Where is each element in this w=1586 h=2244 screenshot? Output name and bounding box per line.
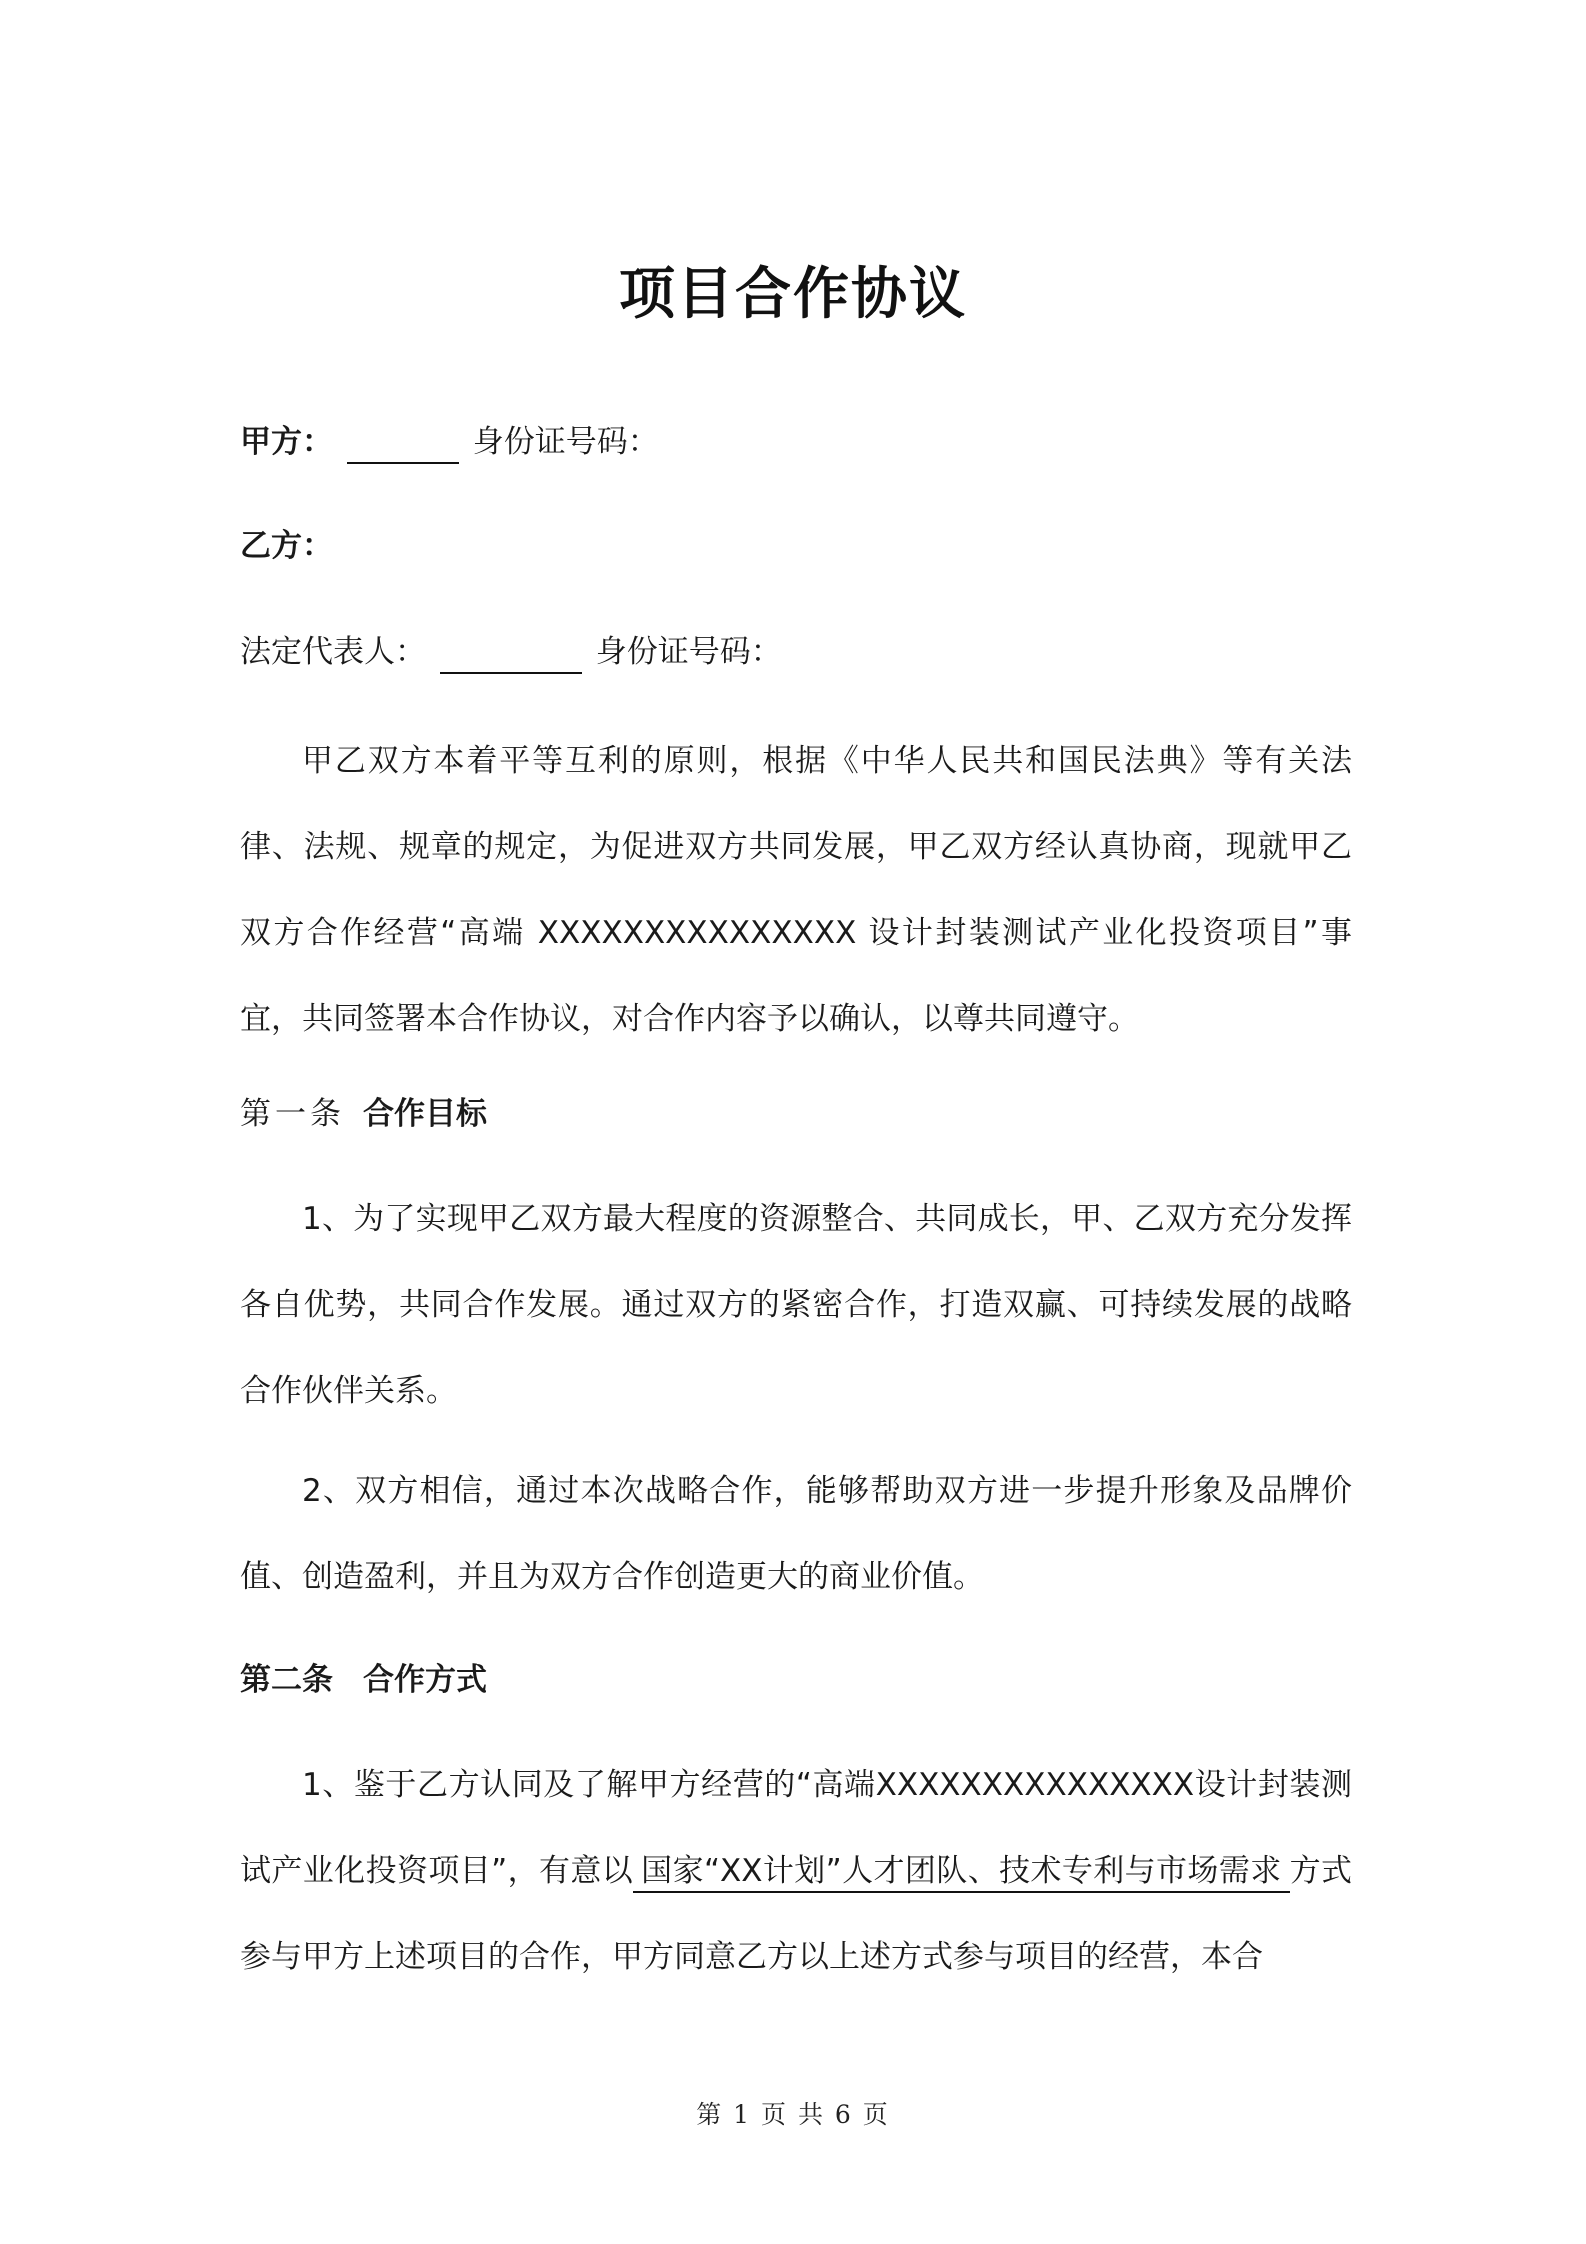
document-title: 项目合作协议 bbox=[619, 262, 967, 327]
party-b-label: 乙方： bbox=[240, 528, 333, 564]
article-2-clause-1-continuation: 方式参与甲方上述项目的合作，甲方同意乙方以上述方式参与项目的经营，本合 bbox=[240, 1853, 1353, 1975]
party-a-id-label: 身份证号码： bbox=[472, 424, 659, 460]
party-b-line bbox=[240, 524, 333, 568]
legal-rep-line bbox=[240, 630, 782, 674]
article-2-clause-1 bbox=[240, 1742, 1352, 2000]
party-a-name-blank bbox=[347, 426, 459, 464]
article-1-clause-2: 2、双方相信，通过本次战略合作，能够帮助双方进一步提升形象及品牌价值、创造盈利，并且为双方合作创造更大的商业价值。 bbox=[240, 1473, 1352, 1595]
legal-rep-label: 法定代表人： bbox=[240, 634, 426, 670]
article-1-number: 第一条 bbox=[240, 1096, 345, 1132]
article-2-clause-1-underlined: 国家“XX计划”人才团队、技术专利与市场需求 bbox=[633, 1853, 1289, 1893]
article-2-heading bbox=[240, 1658, 487, 1702]
preamble-paragraph: 甲乙双方本着平等互利的原则，根据《中华人民共和国民法典》等有关法律、法规、规章的规定，为促进双方共同发展，甲乙双方经认真协商，现就甲乙双方合作经营“高端 XXXXXXXXXXXXXXX 设计封装测试产业化投资项目”事宜，共同签署本合作协议，对合作内容予以确认，以尊共同遵守。 bbox=[240, 743, 1352, 1037]
party-a-line bbox=[240, 420, 659, 464]
article-1-title: 合作目标 bbox=[363, 1096, 487, 1132]
party-a-label: 甲方： bbox=[240, 424, 333, 460]
legal-rep-id-label: 身份证号码： bbox=[595, 634, 782, 670]
legal-rep-name-blank bbox=[440, 636, 582, 674]
article-1-clause-1: 1、为了实现甲乙双方最大程度的资源整合、共同成长，甲、乙双方充分发挥各自优势，共同合作发展。通过双方的紧密合作，打造双赢、可持续发展的战略合作伙伴关系。 bbox=[240, 1201, 1352, 1409]
article-2-title: 合作方式 bbox=[363, 1662, 487, 1698]
page-footer: 第 1 页 共 6 页 bbox=[696, 2100, 890, 2129]
article-2-clause-1-text: 1、鉴于乙方认同及了解甲方经营的“高端XXXXXXXXXXXXXXX设计封装测试产业化投资项目”，有意以 bbox=[240, 1767, 1352, 1889]
article-1-heading bbox=[240, 1092, 487, 1136]
article-2-number: 第二条 bbox=[240, 1662, 333, 1698]
